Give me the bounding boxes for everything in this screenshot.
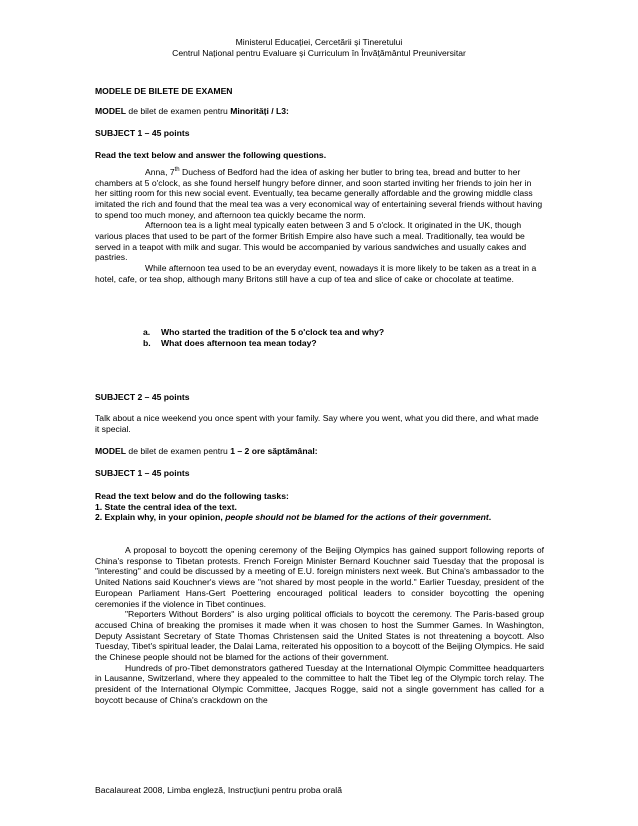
subject2-task: Talk about a nice weekend you once spent with your family. Say where you went, what you did there, and what made it special. [95, 413, 539, 434]
olympics-paragraph-3: Hundreds of pro-Tibet demonstrators gathered Tuesday at the International Olympic Committee headquarters in Lausanne, Switzerland, where they appealed to the committee to halt the Tibet leg of the Olympic torch relay. The president of the International Olympic Committee, Jacques Rogge, said not a single government has called for a boycott because of China's crackdown on the [95, 662, 544, 705]
model-minoritati-line [95, 106, 544, 117]
instruction-1: Read the text below and answer the following questions. [95, 150, 327, 160]
tasks-intro: Read the text below and do the following tasks: [95, 491, 289, 501]
model2-mid-text: de bilet de examen pentru [126, 446, 231, 456]
task-2 [95, 512, 544, 523]
task-2-start: 2. Explain why, in your opinion, [95, 512, 226, 523]
question-b-text: What does afternoon tea mean today? [161, 338, 317, 348]
model-1-2-ore-line [95, 446, 544, 457]
document-title: MODELE DE BILETE DE EXAMEN [95, 86, 233, 96]
tea-p1-rest: Duchess of Bedford had the idea of asking her butler to bring tea, bread and butter to her chambers at 5 o'clock, as she found herself hungry before dinner, and soon started inviting her friends to join her in her sitting room for this new social event. Eventually, tea became generally affordable and the growing middle class imitated the rich and found that the meal tea was a very economical way of entertaining several friends without having to spend too much money, and afternoon tea quickly became the norm. [95, 166, 543, 220]
center-header: Centrul Național pentru Evaluare și Curriculum în Învățământul Preuniversitar [172, 48, 466, 58]
reading-text-olympics [95, 545, 544, 706]
task-2-emphasis: people should not be blamed for the actions of their government [225, 512, 489, 523]
question-a-marker: a. [143, 327, 151, 337]
model2-target: 1 – 2 ore săptămânal: [230, 446, 318, 456]
question-b-marker: b. [143, 338, 151, 348]
tea-paragraph-1 [95, 165, 544, 220]
ordinal-superscript: th [174, 167, 180, 173]
tasks-block [95, 491, 544, 523]
tea-paragraph-3: While afternoon tea used to be an everyday event, nowadays it is more likely to be taken as a treat in a hotel, cafe, or tea shop, although many Britons still have a cup of tea and slice of cake or chocolate at teatime. [95, 263, 537, 284]
olympics-paragraph-2: "Reporters Without Borders" is also urging political officials to boycott the ceremony. The Paris-based group accused China of breaking the promises it made when it was chosen to host the Summer Games. In Washington, Deputy Assistant Secretary of State Thomas Christensen said the United States is not threatening a boycott. Also Tuesday, Tibet's spiritual leader, the Dalai Lama, reiterated his opposition to a boycott of the Beijing Olympics. He said the Chinese people should not be blamed for the actions of their government. [95, 609, 544, 663]
model-suffix: / L3: [268, 106, 289, 116]
tea-p1-start: Anna, 7 [145, 166, 175, 177]
subject2-heading: SUBJECT 2 – 45 points [95, 392, 190, 402]
reading-text-tea [95, 165, 544, 285]
subject1b-heading: SUBJECT 1 – 45 points [95, 468, 190, 478]
question-a-text: Who started the tradition of the 5 o'clock tea and why? [161, 327, 385, 337]
tea-paragraph-2: Afternoon tea is a light meal typically eaten between 3 and 5 o'clock. It originated in the UK, though various places that used to be part of the former British Empire also have such a meal. Traditionally, tea would be served in a teapot with milk and sugar. This would be accompanied by various sandwiches and usually cakes and pastries. [95, 220, 527, 263]
subject1-heading: SUBJECT 1 – 45 points [95, 128, 190, 138]
olympics-paragraph-1: A proposal to boycott the opening ceremony of the Beijing Olympics has gained support following reports of China's response to Tibetan protests. French Foreign Minister Bernard Kouchner said Tuesday that the proposal is "interesting" and could be discussed by a meeting of E.U. foreign ministers next week. But China's ambassador to the United Nations said Kouchner's views are "not shared by most people in the world." Earlier Tuesday, president of the European Parliament Hans-Gert Poettering encouraged political leaders to consider boycotting the opening ceremonies if the violence in Tibet continues. [95, 545, 544, 609]
page-footer: Bacalaureat 2008, Limba engleză, Instrucțiuni pentru proba orală [95, 785, 342, 795]
task-2-end: . [488, 512, 492, 523]
model-target: Minorități [230, 106, 269, 116]
ministry-header: Ministerul Educației, Cercetării și Tineretului [235, 37, 403, 47]
model2-label: MODEL [95, 446, 127, 456]
task-1: 1. State the central idea of the text. [95, 501, 237, 512]
model-mid-text: de bilet de examen pentru [126, 106, 231, 116]
model-label: MODEL [95, 106, 127, 116]
